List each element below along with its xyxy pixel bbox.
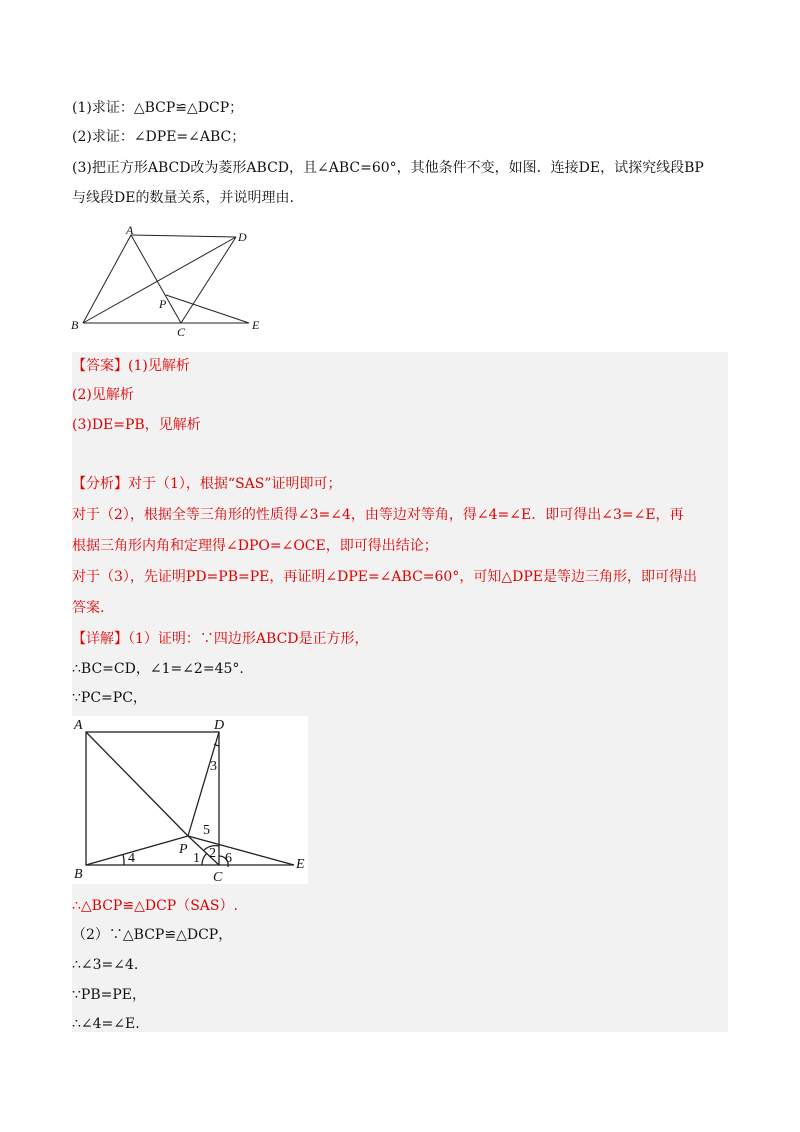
fig1-label-a: A — [126, 223, 134, 237]
square-figure — [72, 716, 308, 884]
fig2-label-c: C — [213, 870, 223, 884]
fig1-label-b: B — [71, 318, 79, 332]
analysis-line-3: 根据三角形内角和定理得∠DPO=∠OCE，即可得出结论； — [72, 538, 438, 554]
fig1-label-p: P — [159, 297, 167, 311]
detail-line-1: 【详解】（1）证明：∵四边形ABCD是正方形， — [72, 631, 369, 647]
fig2-label-3: 3 — [210, 759, 217, 774]
answer-line-1: 【答案】(1)见解析 — [72, 358, 190, 374]
analysis-line-5: 答案. — [72, 600, 105, 616]
fig2-label-e: E — [296, 857, 305, 872]
question-part-1: (1)求证：△BCP≌△DCP； — [72, 100, 244, 116]
fig2-label-a: A — [74, 718, 83, 733]
analysis-line-4: 对于（3），先证明PD=PB=PE，再证明∠DPE=∠ABC=60°，可知△DPE是等边三角形，即可得出 — [72, 569, 697, 585]
analysis-line-2: 对于（2），根据全等三角形的性质得∠3=∠4，由等边对等角，得∠4=∠E．即可得出∠3=∠E，再 — [72, 507, 684, 523]
question-part-3-cont: 与线段DE的数量关系，并说明理由. — [72, 190, 294, 206]
fig2-label-2: 2 — [209, 846, 216, 861]
detail-line-6: ∴∠3=∠4. — [72, 957, 139, 973]
fig1-label-e: E — [252, 318, 260, 332]
detail-line-5: （2）∵△BCP≌△DCP， — [72, 927, 233, 943]
analysis-line-1: 【分析】对于（1），根据“SAS”证明即可； — [72, 476, 342, 492]
detail-line-7: ∵PB=PE， — [72, 987, 146, 1003]
fig2-label-5: 5 — [203, 823, 210, 838]
fig2-label-6: 6 — [225, 851, 232, 866]
fig2-label-p: P — [179, 842, 188, 857]
fig2-label-1: 1 — [193, 851, 200, 866]
question-part-2: (2)求证：∠DPE=∠ABC； — [72, 129, 246, 145]
question-part-3: (3)把正方形ABCD改为菱形ABCD，且∠ABC=60°，其他条件不变，如图．连接DE，试探究线段BP — [72, 160, 704, 176]
detail-line-2: ∴BC=CD，∠1=∠2=45°. — [72, 661, 244, 677]
fig1-label-d: D — [238, 230, 247, 244]
fig2-label-4: 4 — [128, 851, 135, 866]
answer-line-2: (2)见解析 — [72, 387, 134, 403]
detail-line-8: ∴∠4=∠E. — [72, 1016, 140, 1032]
fig2-label-d: D — [214, 718, 225, 733]
detail-line-4: ∴△BCP≌△DCP（SAS）. — [72, 898, 238, 914]
detail-line-3: ∵PC=PC， — [72, 690, 147, 706]
fig1-label-c: C — [177, 325, 186, 339]
rhombus-figure — [66, 222, 276, 340]
answer-line-3: (3)DE=PB，见解析 — [72, 417, 201, 433]
fig2-label-b: B — [74, 867, 83, 882]
